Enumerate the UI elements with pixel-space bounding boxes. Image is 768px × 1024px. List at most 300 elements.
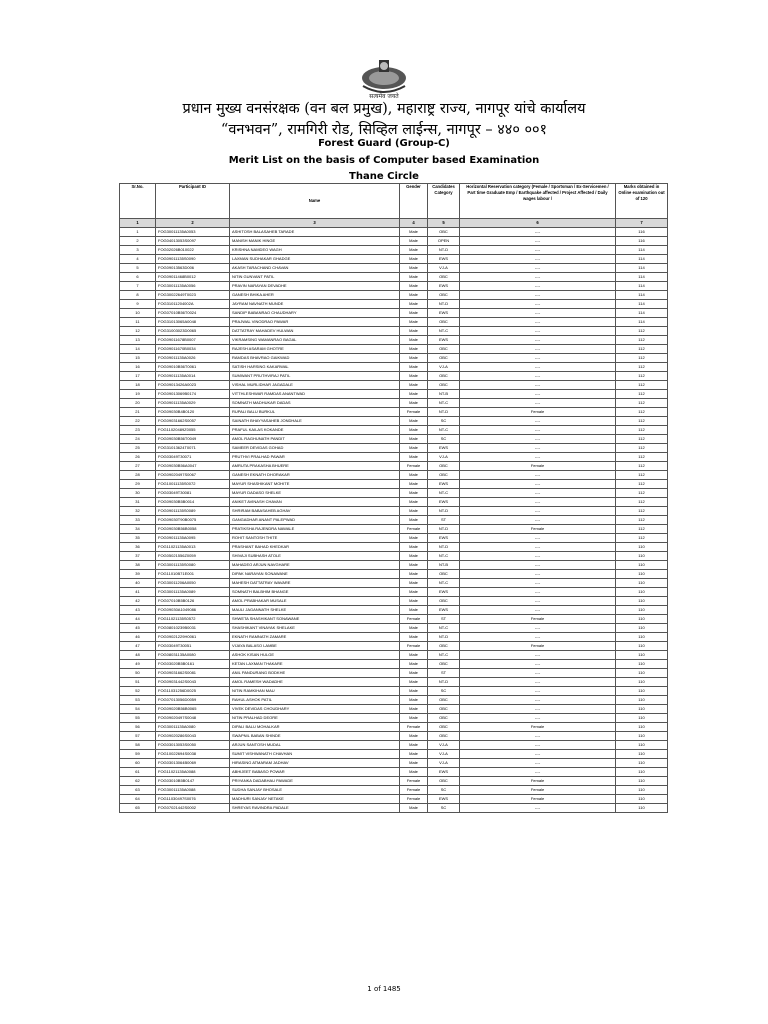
cell-participant-id: FOG09011135A0095: [156, 534, 230, 543]
cell-horizontal-reservation: ----: [460, 768, 616, 777]
cell-name: NITIN PRALHAD DEORE: [230, 714, 400, 723]
cell-category: EWS: [428, 768, 460, 777]
cell-participant-id: FOG31013624T0071: [156, 444, 230, 453]
cell-horizontal-reservation: ----: [460, 327, 616, 336]
cell-srno: 52: [120, 687, 156, 696]
cell-marks: 110: [616, 570, 668, 579]
cell-category: ST: [428, 615, 460, 624]
cell-horizontal-reservation: Female: [460, 615, 616, 624]
cell-gender: Male: [400, 768, 428, 777]
cell-marks: 114: [616, 309, 668, 318]
cell-gender: Male: [400, 228, 428, 237]
col-header-horizontal-reservation: Horizontal Reservation category (Female / Sportsman / Ex-Servicemen / Part time Graduate Emp / Earthquake affected / Project Affected / Daily wages labour /: [460, 184, 616, 219]
cell-participant-id: FOG09013426A0023: [156, 381, 230, 390]
cell-gender: Male: [400, 759, 428, 768]
cell-category: SC: [428, 417, 460, 426]
cell-name: MANISH MANIK HINGE: [230, 237, 400, 246]
cell-gender: Male: [400, 633, 428, 642]
cell-srno: 31: [120, 498, 156, 507]
cell-gender: Male: [400, 543, 428, 552]
cell-gender: Male: [400, 435, 428, 444]
table-row: [120, 795, 668, 804]
table-row: [120, 696, 668, 705]
cell-gender: Male: [400, 300, 428, 309]
cell-category: OBC: [428, 372, 460, 381]
cell-category: EWS: [428, 588, 460, 597]
cell-category: OBC: [428, 705, 460, 714]
cell-gender: Male: [400, 651, 428, 660]
cell-horizontal-reservation: ----: [460, 750, 616, 759]
table-row: [120, 543, 668, 552]
table-row: [120, 786, 668, 795]
cell-srno: 8: [120, 291, 156, 300]
cell-name: PRASHANT BAHAD KHEDKAR: [230, 543, 400, 552]
table-row: [120, 354, 668, 363]
cell-participant-id: FOG11010B71E001: [156, 570, 230, 579]
cell-category: OBC: [428, 291, 460, 300]
cell-name: NITIN RAMKIHAN MAU: [230, 687, 400, 696]
cell-marks: 110: [616, 588, 668, 597]
table-row: [120, 327, 668, 336]
cell-horizontal-reservation: Female: [460, 408, 616, 417]
cell-horizontal-reservation: Female: [460, 777, 616, 786]
cell-name: DIPALI BALU MOHALKAR: [230, 723, 400, 732]
cell-horizontal-reservation: ----: [460, 354, 616, 363]
cell-marks: 110: [616, 687, 668, 696]
cell-participant-id: FOG11031256D0025: [156, 687, 230, 696]
cell-name: ANIKET AVINASH CHAVAN: [230, 498, 400, 507]
cell-srno: 1: [120, 228, 156, 237]
cell-marks: 110: [616, 669, 668, 678]
table-row: [120, 273, 668, 282]
col-header-participant-id: Participant ID: [156, 184, 230, 219]
cell-srno: 4: [120, 255, 156, 264]
table-row: [120, 750, 668, 759]
cell-marks: 114: [616, 273, 668, 282]
cell-marks: 112: [616, 453, 668, 462]
cell-category: OBC: [428, 714, 460, 723]
cell-horizontal-reservation: ----: [460, 417, 616, 426]
cell-name: SHWETA SHASHIKANT SONAWANE: [230, 615, 400, 624]
cell-name: HIRASING ATMARAM JADHAV: [230, 759, 400, 768]
cell-horizontal-reservation: ----: [460, 291, 616, 300]
cell-srno: 27: [120, 462, 156, 471]
cell-marks: 112: [616, 435, 668, 444]
cell-name: SATISH HARSING KAKARWAL: [230, 363, 400, 372]
cell-name: VIKRAMSING WAMANRAO BAGAL: [230, 336, 400, 345]
cell-srno: 28: [120, 471, 156, 480]
cell-srno: 9: [120, 300, 156, 309]
cell-category: OBC: [428, 642, 460, 651]
cell-category: EWS: [428, 309, 460, 318]
cell-participant-id: FOG10022694S0038: [156, 750, 230, 759]
cell-marks: 112: [616, 417, 668, 426]
cell-srno: 33: [120, 516, 156, 525]
cell-participant-id: FOG31013065A0048: [156, 318, 230, 327]
cell-gender: Male: [400, 687, 428, 696]
cell-srno: 44: [120, 615, 156, 624]
cell-gender: Male: [400, 507, 428, 516]
cell-category: EWS: [428, 255, 460, 264]
cell-srno: 34: [120, 525, 156, 534]
cell-category: OBC: [428, 228, 460, 237]
cell-srno: 42: [120, 597, 156, 606]
cell-srno: 45: [120, 624, 156, 633]
cell-name: PRUTHVI PRALHAD PAWAR: [230, 453, 400, 462]
col-header-category: Candidates Category: [428, 184, 460, 219]
cell-srno: 38: [120, 561, 156, 570]
cell-srno: 16: [120, 363, 156, 372]
cell-gender: Male: [400, 327, 428, 336]
table-row: [120, 660, 668, 669]
cell-participant-id: FOG30011135A0089: [156, 588, 230, 597]
cell-marks: 112: [616, 372, 668, 381]
office-title: प्रधान मुख्य वनसंरक्षक (वन बल प्रमुख), महाराष्ट्र राज्य, नागपूर यांचे कार्यालय: [182, 101, 586, 117]
cell-participant-id: FOG04013053S0097: [156, 237, 230, 246]
cell-category: VJ-A: [428, 741, 460, 750]
cell-gender: Male: [400, 534, 428, 543]
cell-gender: Male: [400, 309, 428, 318]
cell-srno: 49: [120, 660, 156, 669]
cell-horizontal-reservation: ----: [460, 444, 616, 453]
cell-horizontal-reservation: ----: [460, 687, 616, 696]
cell-marks: 112: [616, 462, 668, 471]
cell-srno: 22: [120, 417, 156, 426]
cell-name: PRIYANKA DADABHAU PAWADE: [230, 777, 400, 786]
cell-marks: 110: [616, 561, 668, 570]
cell-category: NT-B: [428, 390, 460, 399]
list-title: Merit List on the basis of Computer based Examination: [228, 155, 540, 166]
cell-category: EWS: [428, 444, 460, 453]
cell-name: SANDIP BABANRAO CHAUDHARY: [230, 309, 400, 318]
cell-srno: 60: [120, 759, 156, 768]
table-row: [120, 435, 668, 444]
cell-gender: Male: [400, 660, 428, 669]
cell-marks: 112: [616, 516, 668, 525]
cell-category: OBC: [428, 462, 460, 471]
table-row: [120, 381, 668, 390]
table-row: [120, 552, 668, 561]
cell-gender: Male: [400, 264, 428, 273]
cell-marks: 112: [616, 390, 668, 399]
cell-marks: 112: [616, 345, 668, 354]
table-row: [120, 768, 668, 777]
cell-marks: 112: [616, 444, 668, 453]
cell-name: VIJAYA BALASO LAMBE: [230, 642, 400, 651]
cell-gender: Male: [400, 498, 428, 507]
cell-horizontal-reservation: ----: [460, 597, 616, 606]
table-row: [120, 300, 668, 309]
cell-gender: Male: [400, 678, 428, 687]
cell-participant-id: FOG30011135A0088: [156, 786, 230, 795]
cell-category: OBC: [428, 732, 460, 741]
cell-srno: 48: [120, 651, 156, 660]
cell-category: NT-D: [428, 633, 460, 642]
emblem-motto: सत्यमेव जयते: [369, 93, 399, 100]
table-row: [120, 606, 668, 615]
cell-category: OBC: [428, 318, 460, 327]
cell-category: SC: [428, 687, 460, 696]
cell-name: LAXMAN SUDHAKAR GHADGE: [230, 255, 400, 264]
cell-srno: 47: [120, 642, 156, 651]
cell-horizontal-reservation: ----: [460, 507, 616, 516]
cell-gender: Male: [400, 480, 428, 489]
table-row: [120, 291, 668, 300]
cell-name: PRAVIN NARAYAN DEVADHE: [230, 282, 400, 291]
table-row: [120, 462, 668, 471]
table-row: [120, 507, 668, 516]
cell-participant-id: FOG09020497S0048: [156, 714, 230, 723]
cell-marks: 114: [616, 264, 668, 273]
cell-participant-id: FOG30011135A0053: [156, 228, 230, 237]
cell-gender: Male: [400, 570, 428, 579]
cell-participant-id: FOG31003023D0065: [156, 327, 230, 336]
cell-name: RAHUL ASHOK PATIL: [230, 696, 400, 705]
table-row: [120, 570, 668, 579]
cell-participant-id: FOG09030B56T0049: [156, 435, 230, 444]
cell-participant-id: FOG30022649T0023: [156, 291, 230, 300]
cell-gender: Male: [400, 372, 428, 381]
col-number: 4: [400, 219, 428, 228]
table-row: [120, 615, 668, 624]
col-number: 2: [156, 219, 230, 228]
cell-participant-id: FOG09011135S0089: [156, 507, 230, 516]
cell-srno: 51: [120, 678, 156, 687]
cell-horizontal-reservation: ----: [460, 570, 616, 579]
cell-marks: 110: [616, 741, 668, 750]
cell-srno: 6: [120, 273, 156, 282]
cell-name: KRISHNA NAMDEO WAGH: [230, 246, 400, 255]
cell-participant-id: FOG09011135A0026: [156, 354, 230, 363]
cell-participant-id: FOG09010B56T0061: [156, 363, 230, 372]
cell-horizontal-reservation: Female: [460, 723, 616, 732]
cell-category: NT-D: [428, 543, 460, 552]
cell-srno: 19: [120, 390, 156, 399]
cell-gender: Male: [400, 696, 428, 705]
table-row: [120, 336, 668, 345]
cell-horizontal-reservation: ----: [460, 759, 616, 768]
cell-gender: Male: [400, 390, 428, 399]
table-row: [120, 705, 668, 714]
cell-participant-id: FOG09013563D006: [156, 264, 230, 273]
cell-horizontal-reservation: ----: [460, 498, 616, 507]
cell-horizontal-reservation: ----: [460, 372, 616, 381]
cell-name: SAMEER DEVIDAS GOHAD: [230, 444, 400, 453]
cell-srno: 36: [120, 543, 156, 552]
cell-participant-id: FOG03013053S0050: [156, 741, 230, 750]
merit-table: [119, 183, 668, 813]
cell-category: NT-C: [428, 399, 460, 408]
cell-horizontal-reservation: ----: [460, 381, 616, 390]
cell-participant-id: FOG09031662S0081: [156, 669, 230, 678]
cell-srno: 59: [120, 750, 156, 759]
col-number: 5: [428, 219, 460, 228]
cell-gender: Female: [400, 462, 428, 471]
cell-category: OBC: [428, 345, 460, 354]
table-number-row: [120, 219, 668, 228]
table-row: [120, 372, 668, 381]
cell-srno: 7: [120, 282, 156, 291]
cell-marks: 112: [616, 525, 668, 534]
cell-name: SUMIT VISHWANATH CHAVHAN: [230, 750, 400, 759]
cell-name: AKASH TARACHAND CHAVAN: [230, 264, 400, 273]
cell-participant-id: FOG08031135A0080: [156, 651, 230, 660]
cell-horizontal-reservation: Female: [460, 525, 616, 534]
cell-gender: Male: [400, 354, 428, 363]
cell-name: GANESH BHIKA AHER: [230, 291, 400, 300]
cell-horizontal-reservation: ----: [460, 237, 616, 246]
cell-srno: 54: [120, 705, 156, 714]
cell-category: VJ-A: [428, 264, 460, 273]
cell-category: OBC: [428, 354, 460, 363]
cell-name: SHRIRAM BABASAHEB AGHAV: [230, 507, 400, 516]
cell-horizontal-reservation: ----: [460, 318, 616, 327]
cell-srno: 32: [120, 507, 156, 516]
col-header-marks: Marks obtained in Online examination out of 120: [616, 184, 668, 219]
cell-gender: Male: [400, 561, 428, 570]
cell-marks: 110: [616, 606, 668, 615]
table-row: [120, 579, 668, 588]
circle-title: Thane Circle: [349, 171, 419, 182]
cell-marks: 112: [616, 327, 668, 336]
table-row: [120, 282, 668, 291]
cell-marks: 114: [616, 291, 668, 300]
cell-marks: 114: [616, 300, 668, 309]
cell-srno: 3: [120, 246, 156, 255]
cell-category: EWS: [428, 480, 460, 489]
cell-participant-id: FOG03010B5B0147: [156, 777, 230, 786]
cell-participant-id: FOG30011135A0080: [156, 723, 230, 732]
cell-name: SOMNATH BALBHIM BHANGE: [230, 588, 400, 597]
table-row: [120, 651, 668, 660]
cell-horizontal-reservation: ----: [460, 669, 616, 678]
cell-name: AMRUTA PRAKASHA BHUERE: [230, 462, 400, 471]
cell-gender: Male: [400, 804, 428, 813]
cell-horizontal-reservation: ----: [460, 651, 616, 660]
cell-participant-id: FOG31011204002A: [156, 300, 230, 309]
cell-gender: Male: [400, 471, 428, 480]
cell-srno: 57: [120, 732, 156, 741]
cell-gender: Female: [400, 525, 428, 534]
cell-name: ANIL PANDURANG BODKHE: [230, 669, 400, 678]
table-row: [120, 759, 668, 768]
cell-participant-id: FOG09030A1049086: [156, 606, 230, 615]
cell-gender: Male: [400, 489, 428, 498]
office-address: “वनभवन”, रामगिरी रोड, सिव्हिल लाईन्स, नागपूर – ४४० ००१: [220, 122, 548, 138]
page-number: 1 of 1485: [367, 985, 401, 993]
cell-category: OBC: [428, 597, 460, 606]
cell-participant-id: FOG03049T30081: [156, 489, 230, 498]
cell-participant-id: FOG30011135A0056: [156, 282, 230, 291]
col-number: 6: [460, 219, 616, 228]
cell-marks: 110: [616, 597, 668, 606]
cell-horizontal-reservation: ----: [460, 804, 616, 813]
cell-name: SOMNATH MADHUKAR DADAS: [230, 399, 400, 408]
cell-marks: 110: [616, 804, 668, 813]
table-row: [120, 390, 668, 399]
cell-marks: 110: [616, 768, 668, 777]
table-row: [120, 624, 668, 633]
cell-participant-id: FOG09011468B0012: [156, 273, 230, 282]
cell-srno: 46: [120, 633, 156, 642]
cell-marks: 112: [616, 336, 668, 345]
cell-participant-id: FOG09011670B0034: [156, 345, 230, 354]
cell-name: DATTATRAY MAHADEV HULWAN: [230, 327, 400, 336]
cell-name: GANESH EKNATH DHORAKAR: [230, 471, 400, 480]
table-row: [120, 246, 668, 255]
cell-marks: 112: [616, 498, 668, 507]
cell-srno: 61: [120, 768, 156, 777]
cell-srno: 64: [120, 795, 156, 804]
cell-srno: 53: [120, 696, 156, 705]
cell-horizontal-reservation: Female: [460, 642, 616, 651]
cell-marks: 110: [616, 633, 668, 642]
cell-category: OPEN: [428, 237, 460, 246]
cell-marks: 110: [616, 642, 668, 651]
cell-name: SHIVAJI SUBHASH ATOLE: [230, 552, 400, 561]
cell-marks: 112: [616, 471, 668, 480]
col-number: 3: [230, 219, 400, 228]
cell-category: NT-C: [428, 489, 460, 498]
table-header-row: [120, 184, 668, 219]
cell-gender: Female: [400, 723, 428, 732]
cell-category: OBC: [428, 660, 460, 669]
cell-marks: 112: [616, 489, 668, 498]
table-row: [120, 804, 668, 813]
cell-participant-id: FOG03020B5B0161: [156, 660, 230, 669]
cell-marks: 114: [616, 282, 668, 291]
cell-horizontal-reservation: ----: [460, 399, 616, 408]
cell-horizontal-reservation: ----: [460, 336, 616, 345]
cell-horizontal-reservation: ----: [460, 561, 616, 570]
cell-horizontal-reservation: ----: [460, 489, 616, 498]
cell-category: EWS: [428, 606, 460, 615]
table-row: [120, 237, 668, 246]
cell-srno: 2: [120, 237, 156, 246]
cell-category: SC: [428, 435, 460, 444]
cell-name: ASHITOSH BALASAHEB TARADE: [230, 228, 400, 237]
table-row: [120, 633, 668, 642]
cell-srno: 20: [120, 399, 156, 408]
cell-name: SAINATH BHAYYASAHEB JONDHALE: [230, 417, 400, 426]
cell-srno: 37: [120, 552, 156, 561]
cell-participant-id: FOG09011678B0007: [156, 336, 230, 345]
cell-gender: Male: [400, 336, 428, 345]
cell-srno: 14: [120, 345, 156, 354]
cell-horizontal-reservation: ----: [460, 516, 616, 525]
cell-srno: 43: [120, 606, 156, 615]
cell-gender: Female: [400, 408, 428, 417]
cell-marks: 110: [616, 777, 668, 786]
cell-srno: 13: [120, 336, 156, 345]
cell-category: OBC: [428, 696, 460, 705]
cell-marks: 110: [616, 624, 668, 633]
cell-name: ROHIT SANTOSH THITE: [230, 534, 400, 543]
cell-horizontal-reservation: ----: [460, 534, 616, 543]
cell-category: EWS: [428, 498, 460, 507]
cell-name: VISHAL MURLIDHAR JAGADALE: [230, 381, 400, 390]
cell-marks: 110: [616, 660, 668, 669]
table-row: [120, 471, 668, 480]
cell-category: NT-D: [428, 300, 460, 309]
cell-name: NITIN GUNVANT PATIL: [230, 273, 400, 282]
cell-category: NT-C: [428, 426, 460, 435]
cell-participant-id: FOG08010239B0031: [156, 624, 230, 633]
post-title: Forest Guard (Group-C): [318, 138, 450, 149]
table-row: [120, 777, 668, 786]
cell-horizontal-reservation: ----: [460, 426, 616, 435]
cell-name: MADHURI SANJAY NETAKE: [230, 795, 400, 804]
